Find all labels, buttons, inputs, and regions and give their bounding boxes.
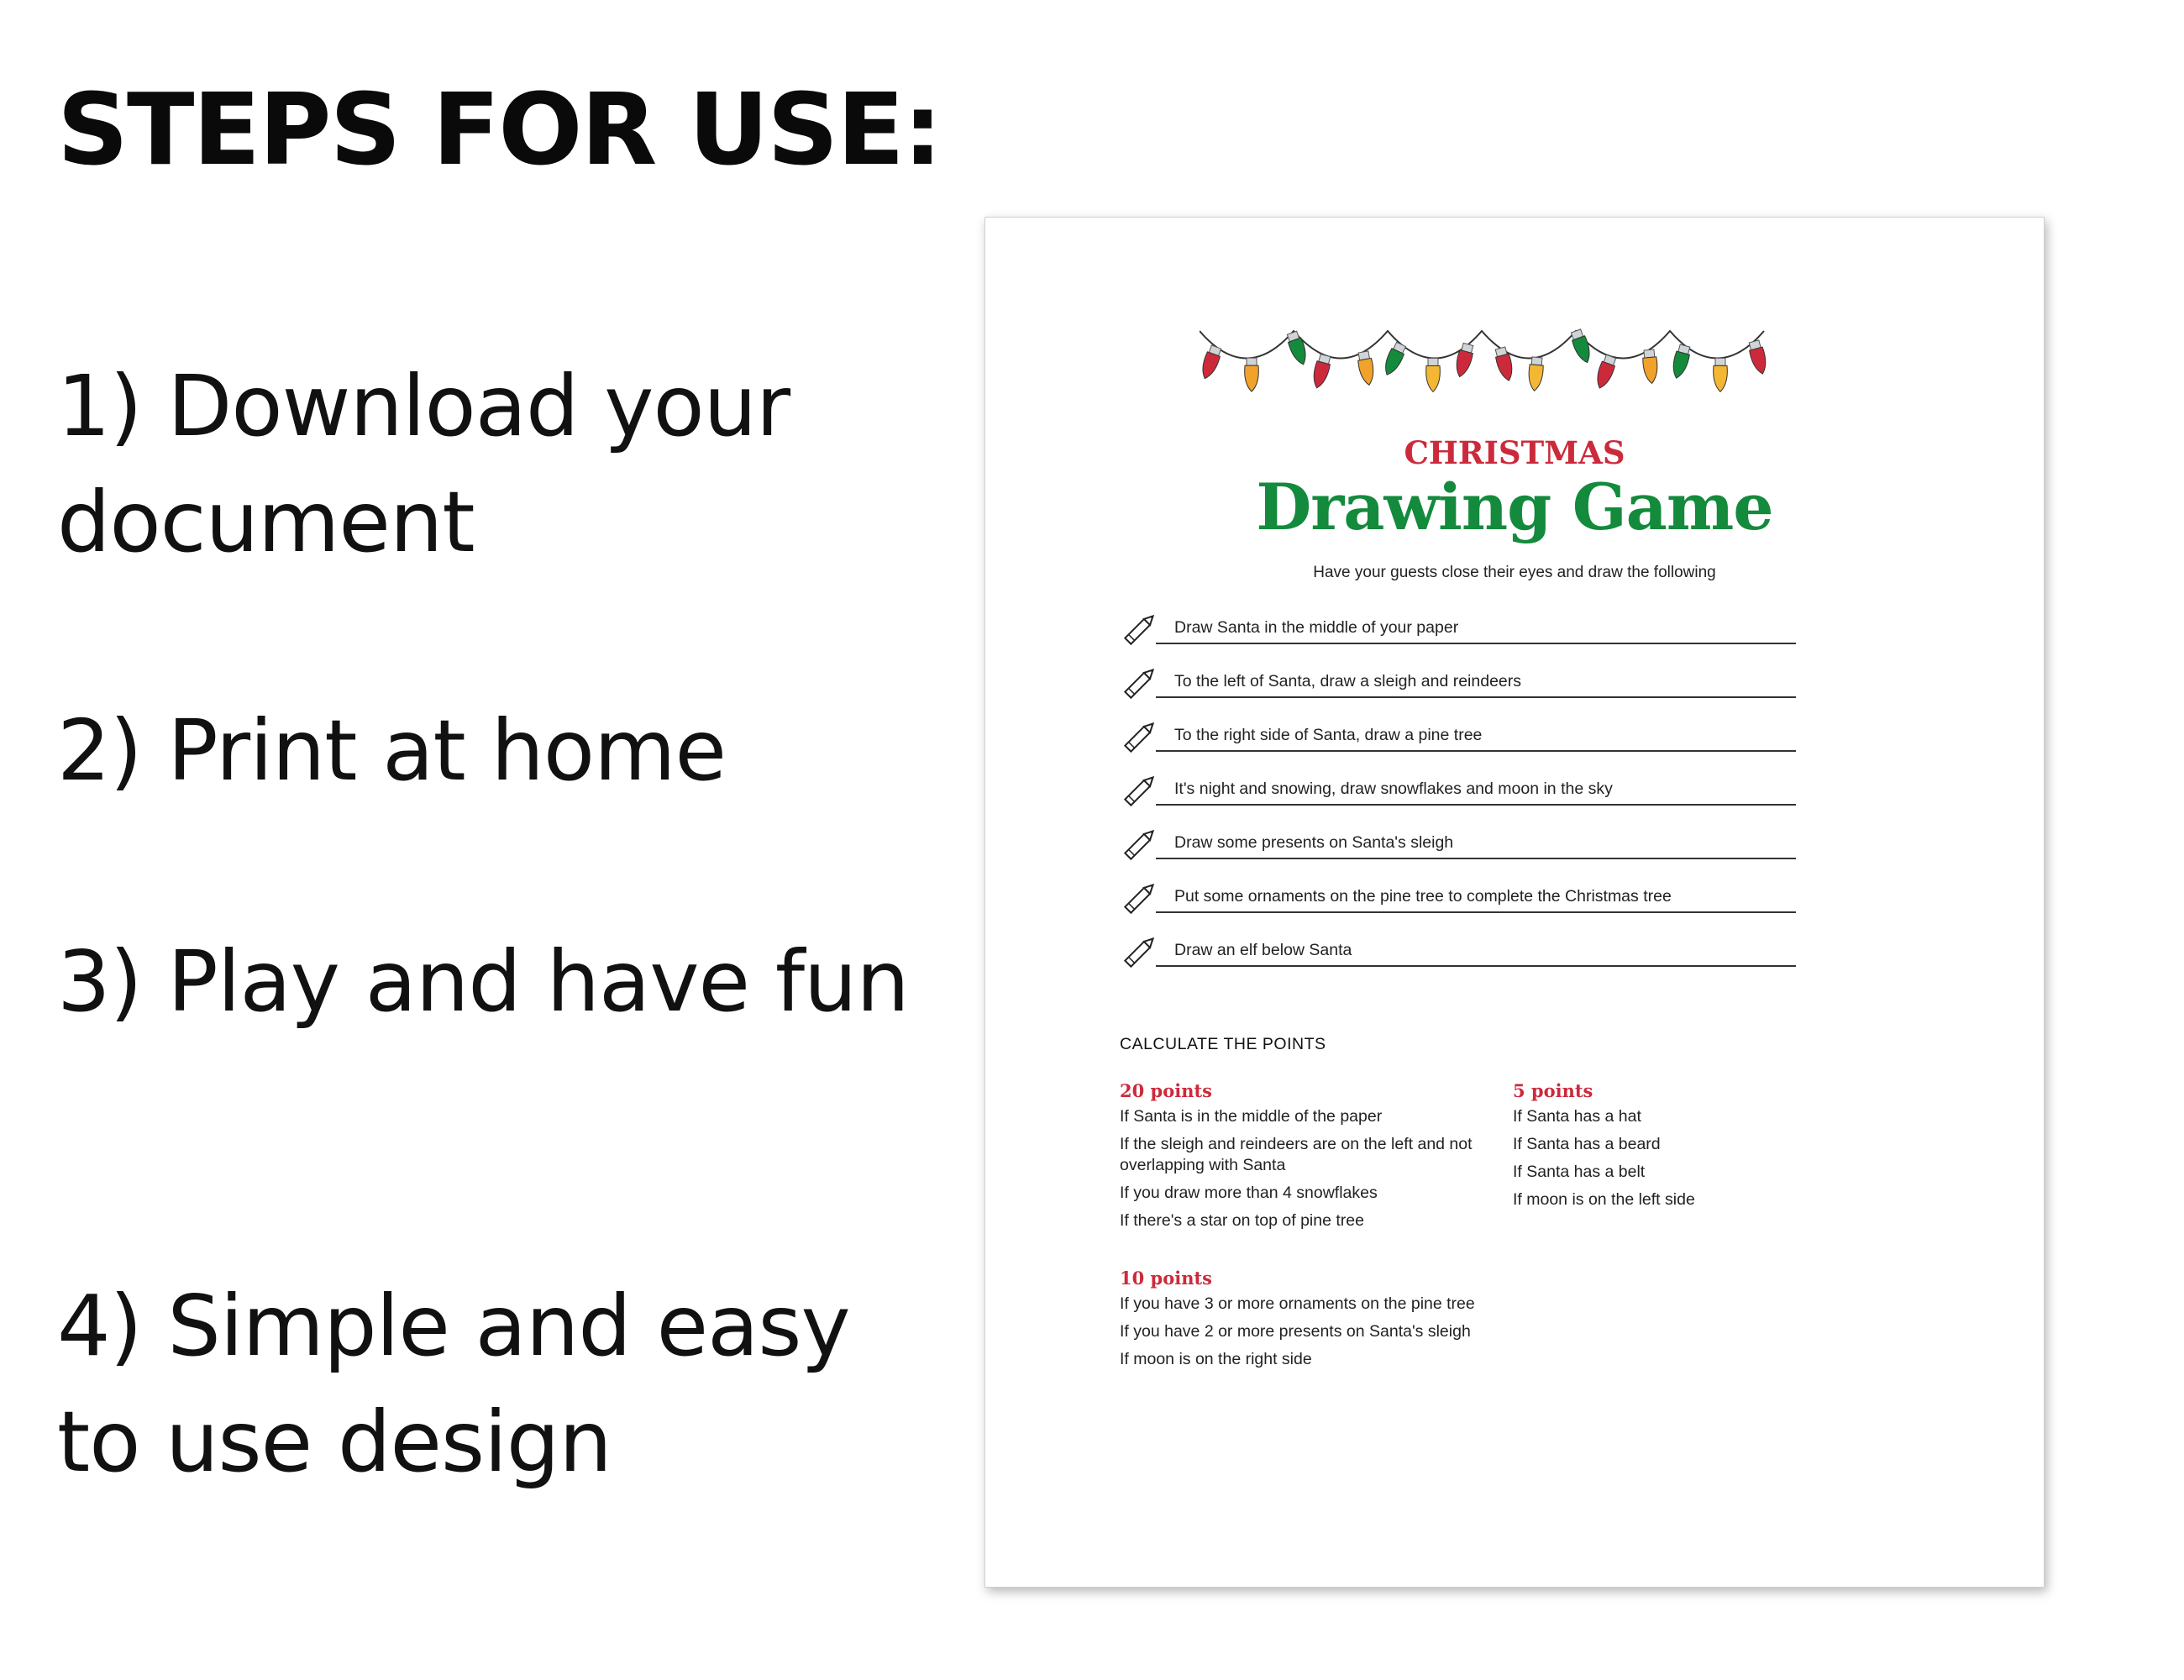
points-rule: If you have 2 or more presents on Santa's sleigh [1120,1322,1471,1341]
task-text: Draw Santa in the middle of your paper [1174,618,1459,637]
pencil-icon [1120,878,1160,918]
answer-line [1156,643,1796,644]
christmas-lights-icon [1200,327,1775,428]
task-text: Draw some presents on Santa's sleigh [1174,833,1454,852]
step-download: 1) Download your document [57,357,790,571]
light-bulb [1285,330,1310,366]
light-bulb [1593,354,1617,391]
calculate-points-heading: CALCULATE THE POINTS [1120,1035,1326,1053]
light-bulb [1670,344,1692,380]
task-row [1120,717,1943,767]
document-page [984,217,2045,1588]
points-5-group [1513,1080,1832,1217]
light-bulb [1426,358,1441,391]
light-bulb [1381,341,1408,377]
points-10-label: 10 points [1120,1268,1212,1289]
points-20-group [1120,1080,1489,1238]
light-bulb [1310,354,1332,390]
task-row [1120,878,1943,928]
light-bulb [1714,358,1728,391]
points-rule: If moon is on the right side [1120,1350,1312,1368]
points-5-label: 5 points [1513,1080,1593,1101]
points-rule: If Santa is in the middle of the paper [1120,1107,1383,1126]
light-bulb [1357,350,1376,386]
light-bulb [1642,349,1659,384]
points-rule: If there's a star on top of pine tree [1120,1211,1364,1230]
answer-line [1156,858,1796,859]
doc-title: Drawing Game [1256,470,1773,544]
points-10-group [1120,1268,1657,1377]
doc-subtitle: Have your guests close their eyes and draw the following [1313,564,1716,581]
answer-line [1156,804,1796,806]
task-row [1120,932,1943,982]
light-bulb [1494,346,1515,382]
light-bulb [1200,344,1223,381]
light-bulb [1453,343,1475,379]
task-text: Put some ornaments on the pine tree to complete the Christmas tree [1174,887,1672,906]
answer-line [1156,965,1796,967]
points-rule: If Santa has a beard [1513,1135,1661,1153]
points-rule: If you draw more than 4 snowflakes [1120,1184,1378,1202]
task-row [1120,770,1943,821]
points-rule: If moon is on the left side [1513,1190,1695,1209]
step-play: 3) Play and have fun [57,932,909,1031]
answer-line [1156,911,1796,913]
pencil-icon [1120,932,1160,972]
task-text: It's night and snowing, draw snowflakes and moon in the sky [1174,780,1613,798]
task-row [1120,663,1943,713]
task-text: Draw an elf below Santa [1174,941,1352,959]
light-bulb [1747,339,1769,375]
pencil-icon [1120,717,1160,757]
points-rule: If the sleigh and reindeers are on the left and not overlapping with Santa [1120,1135,1473,1174]
points-rule: If Santa has a hat [1513,1107,1641,1126]
points-rule: If Santa has a belt [1513,1163,1646,1181]
answer-line [1156,750,1796,752]
pencil-icon [1120,609,1160,649]
points-20-label: 20 points [1120,1080,1212,1101]
pencil-icon [1120,770,1160,811]
task-text: To the right side of Santa, draw a pine tree [1174,726,1483,744]
steps-heading: STEPS FOR USE: [57,71,942,187]
step-print: 2) Print at home [57,701,727,800]
light-bulb [1569,328,1593,365]
task-text: To the left of Santa, draw a sleigh and reindeers [1174,672,1522,690]
step-simple: 4) Simple and easy to use design [57,1277,850,1491]
light-bulb [1527,357,1544,391]
doc-kicker: CHRISTMAS [1404,434,1625,471]
light-bulb [1245,358,1259,391]
task-row [1120,609,1943,659]
points-rule: If you have 3 or more ornaments on the pine tree [1120,1294,1475,1313]
task-row [1120,824,1943,874]
pencil-icon [1120,663,1160,703]
answer-line [1156,696,1796,698]
pencil-icon [1120,824,1160,864]
